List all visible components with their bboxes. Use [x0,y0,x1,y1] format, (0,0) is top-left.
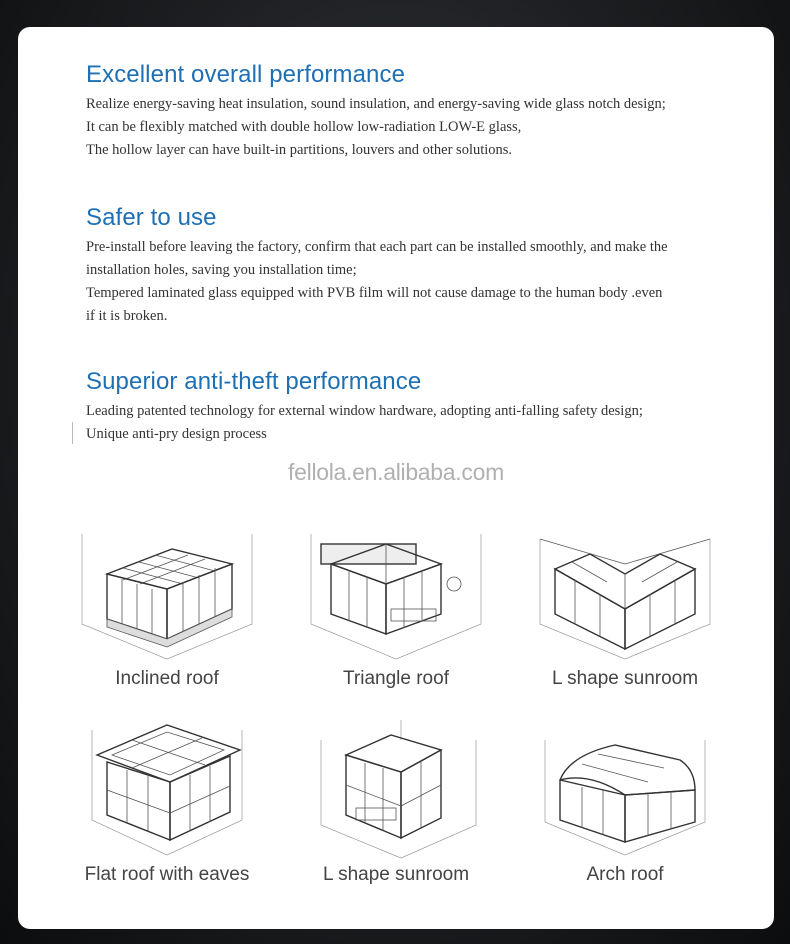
triangle-roof-sunroom-drawing [301,514,491,664]
section-anti-theft [86,368,744,446]
section-line: Tempered laminated glass equipped with PVB film will not cause damage to the human body .even [86,285,663,301]
section-line: Pre-install before leaving the factory, confirm that each part can be installed smoothly, and make the [86,239,668,255]
inclined-roof-sunroom-drawing [72,514,262,664]
divider-mark [72,422,73,444]
product-label: Inclined roof [115,668,219,689]
product-l-shape-sunroom [281,710,511,886]
watermark: fellola.en.alibaba.com [288,459,504,485]
l-shape-sunroom-drawing [301,710,491,860]
section-title: Safer to use [86,204,217,231]
content-card [18,27,774,929]
section-line: The hollow layer can have built-in partitions, louvers and other solutions. [86,142,513,158]
section-line: Realize energy-saving heat insulation, sound insulation, and energy-saving wide glass notch design; [86,96,666,112]
product-label: Flat roof with eaves [84,864,250,885]
section-line: Leading patented technology for external window hardware, adopting anti-falling safety design; [86,403,643,419]
product-label: Triangle roof [343,668,449,689]
l-shape-sunroom-drawing [530,514,720,664]
section-line: if it is broken. [86,308,168,324]
arch-roof-sunroom-drawing [530,710,720,860]
product-triangle-roof [281,514,511,690]
section-line: installation holes, saving you installation time; [86,262,357,278]
section-line: Unique anti-pry design process [86,426,267,442]
section-performance [86,61,744,162]
section-line: It can be flexibly matched with double hollow low-radiation LOW-E glass, [86,119,522,135]
product-flat-roof-eaves [52,710,282,886]
product-label: L shape sunroom [322,864,470,885]
product-label: Arch roof [586,864,664,885]
flat-roof-eaves-sunroom-drawing [72,710,262,860]
section-title: Superior anti-theft performance [86,368,422,395]
section-safety [86,204,744,328]
product-l-shape-sunroom [510,514,740,690]
product-inclined-roof [52,514,282,690]
product-arch-roof [510,710,740,886]
section-title: Excellent overall performance [86,61,406,88]
product-label: L shape sunroom [551,668,699,689]
